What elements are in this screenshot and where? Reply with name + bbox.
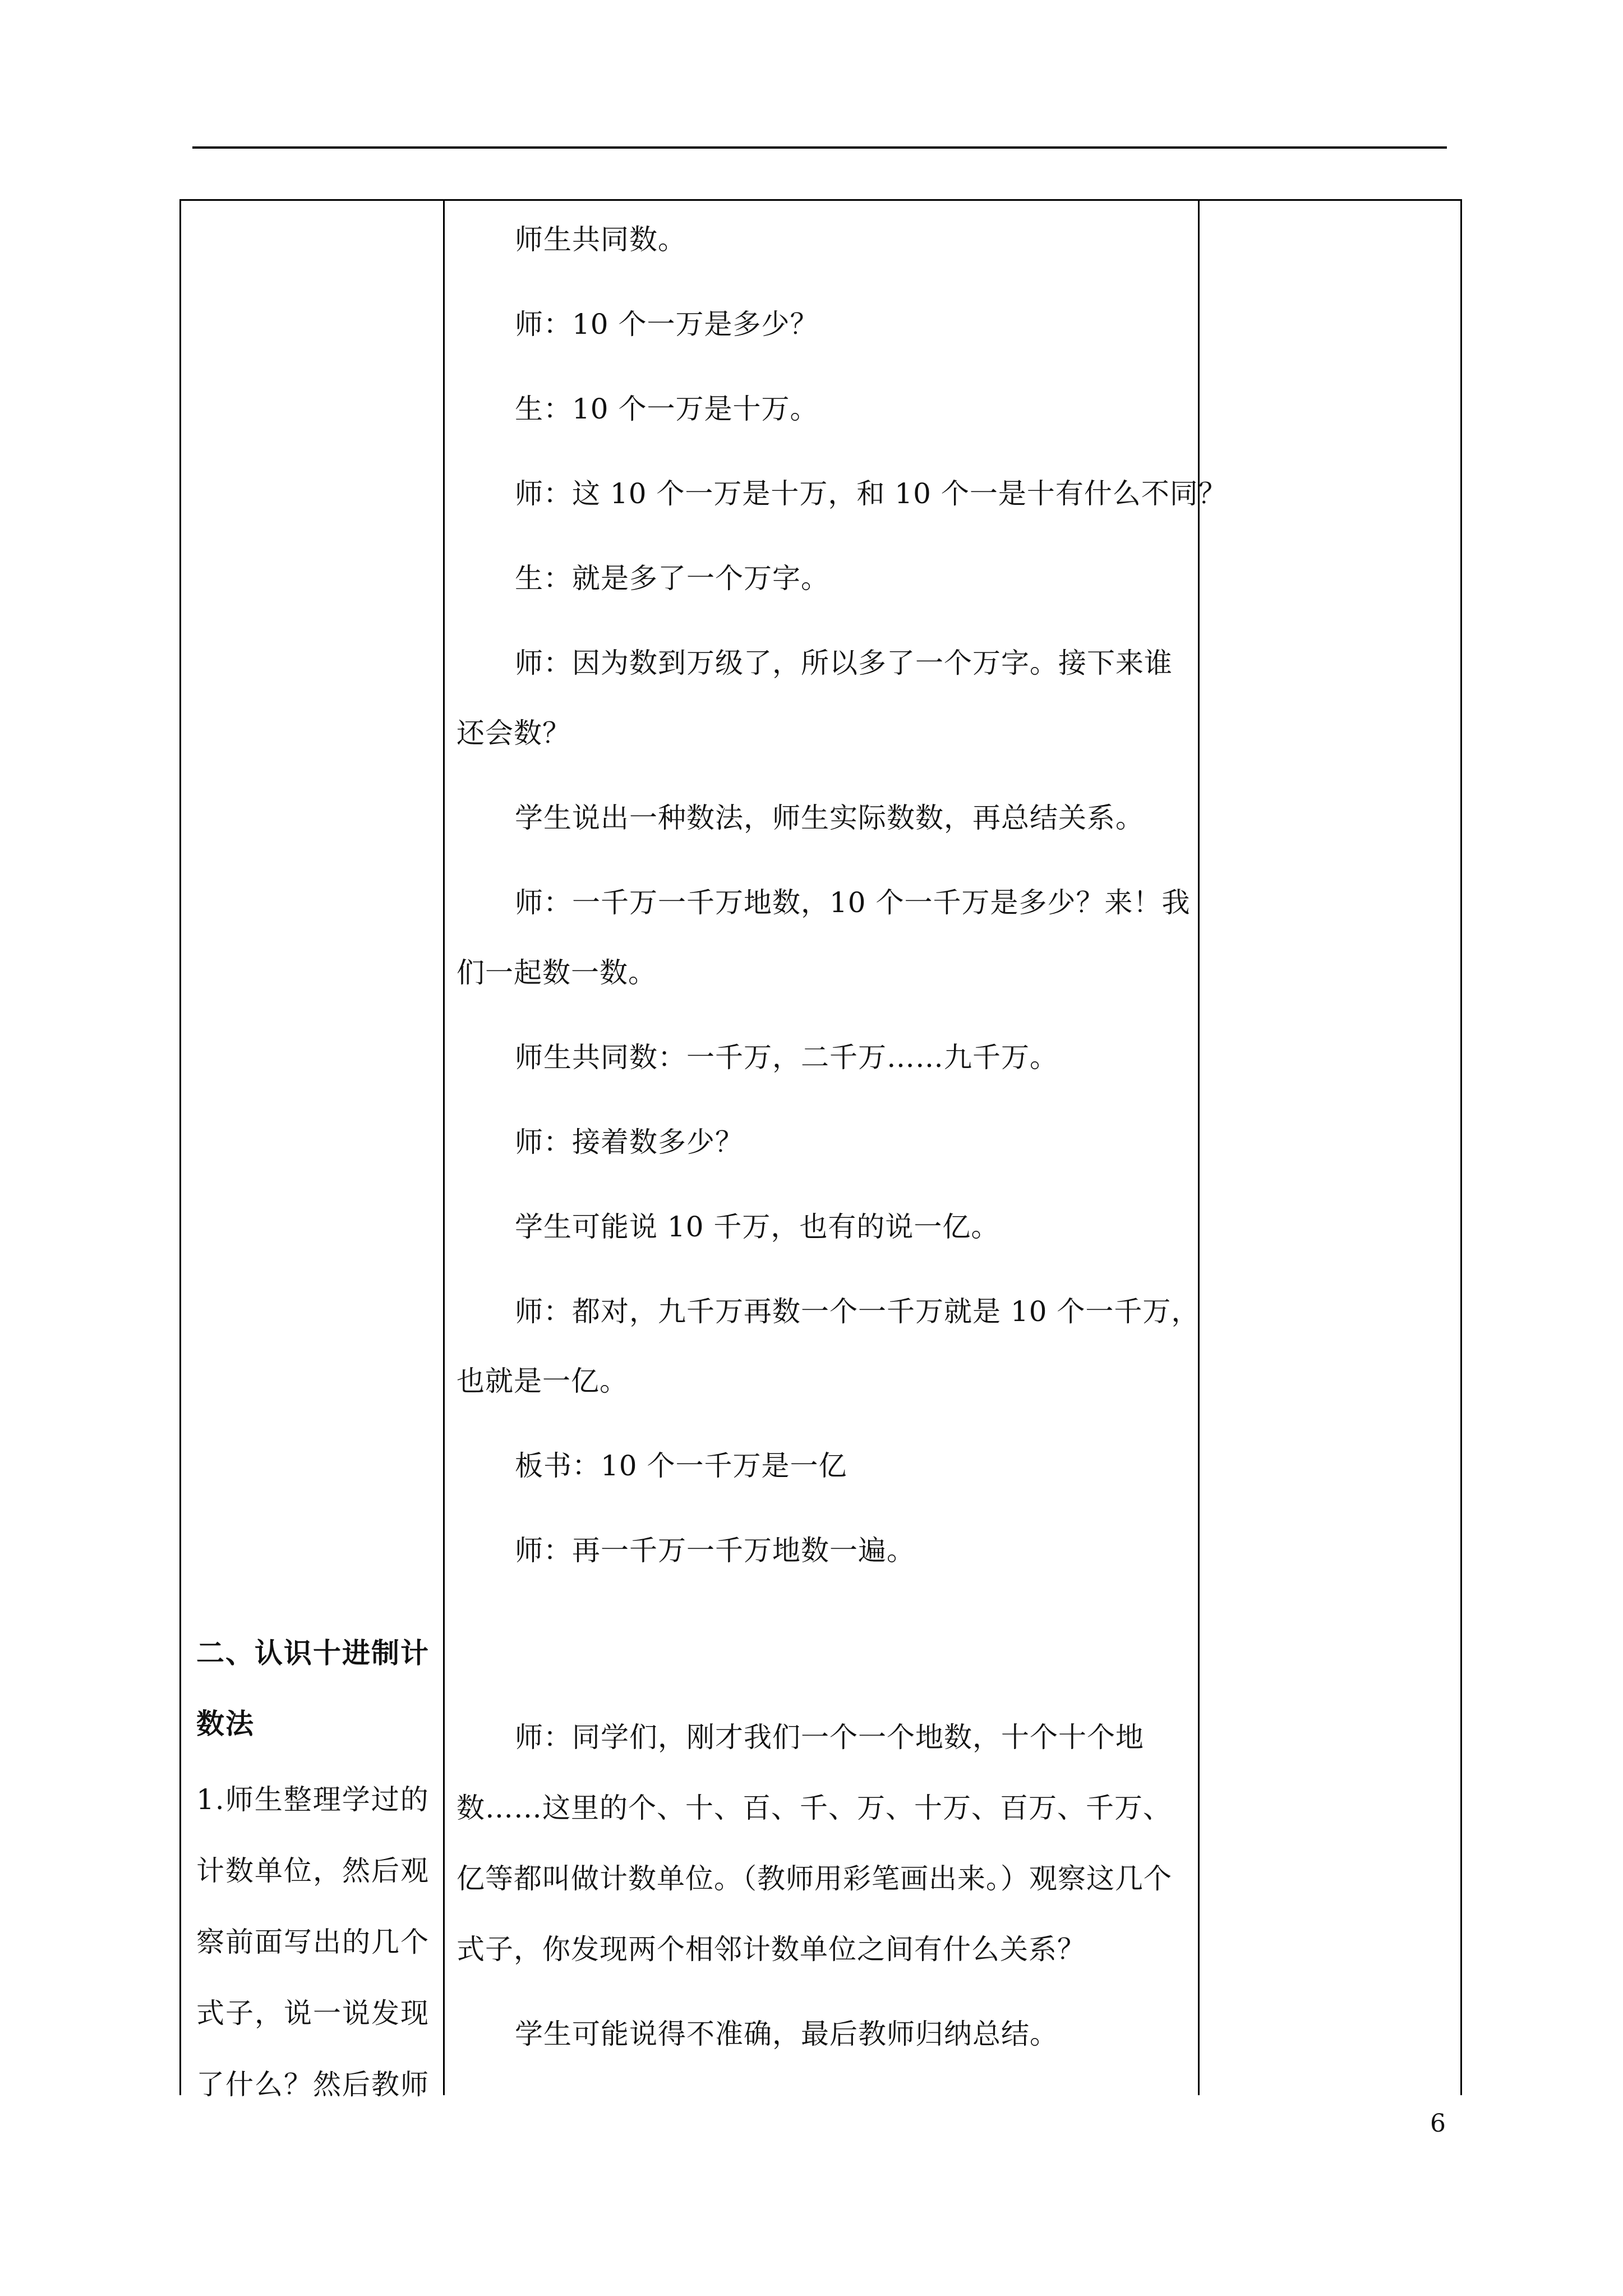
section-heading: 数法	[196, 1707, 255, 1740]
table-top-border	[179, 199, 1462, 201]
dialogue-line: 师：再一千万一千万地数一遍。	[515, 1534, 915, 1567]
goal-line: 式子，说一说发现	[196, 1997, 430, 2030]
dialogue-line: 师：因为数到万级了，所以多了一个万字。接下来谁	[515, 647, 1173, 679]
dialogue-line: 师生共同数。	[515, 223, 686, 256]
dialogue-line: 师：都对，九千万再数一个一千万就是 10 个一千万，	[515, 1295, 1200, 1328]
goal-line: 察前面写出的几个	[196, 1926, 430, 1958]
dialogue-line: 学生说出一种数法，师生实际数数，再总结关系。	[515, 802, 1144, 834]
dialogue-line: 板书：10 个一千万是一亿	[515, 1450, 847, 1482]
dialogue-line: 师：一千万一千万地数，10 个一千万是多少？来！我	[515, 886, 1191, 919]
dialogue-line: 师：10 个一万是多少？	[515, 308, 819, 341]
dialogue-line: 亿等都叫做计数单位。（教师用彩笔画出来。）观察这几个	[457, 1862, 1172, 1895]
section-heading: 二、认识十进制计	[196, 1636, 430, 1669]
dialogue-line: 式子，你发现两个相邻计数单位之间有什么关系？	[457, 1933, 1086, 1966]
goal-line: 了什么？然后教师	[196, 2068, 430, 2101]
dialogue-line: 师：接着数多少？	[515, 1126, 744, 1158]
dialogue-line: 也就是一亿。	[457, 1365, 628, 1397]
dialogue-line: 学生可能说 10 千万，也有的说一亿。	[515, 1211, 1000, 1243]
table-right-border	[1460, 199, 1462, 2095]
page-number: 6	[1430, 2109, 1446, 2138]
dialogue-line: 还会数？	[457, 717, 571, 749]
table-left-border	[179, 199, 181, 2095]
goal-line: 计数单位，然后观	[196, 1855, 430, 1887]
dialogue-line: 生：就是多了一个万字。	[515, 562, 829, 595]
dialogue-line: 师：这 10 个一万是十万，和 10 个一是十有什么不同？	[515, 477, 1227, 510]
header-rule	[192, 146, 1447, 149]
table-divider-1	[443, 199, 445, 2095]
dialogue-line: 生：10 个一万是十万。	[515, 393, 819, 425]
dialogue-line: 们一起数一数。	[457, 956, 657, 989]
goal-line: 1.师生整理学过的	[196, 1783, 430, 1816]
dialogue-line: 师生共同数：一千万，二千万……九千万。	[515, 1041, 1058, 1074]
dialogue-line: 学生可能说得不准确，最后教师归纳总结。	[515, 2018, 1058, 2050]
dialogue-line: 师：同学们，刚才我们一个一个地数，十个十个地	[515, 1721, 1144, 1754]
dialogue-line: 数……这里的个、十、百、千、万、十万、百万、千万、	[457, 1792, 1172, 1824]
